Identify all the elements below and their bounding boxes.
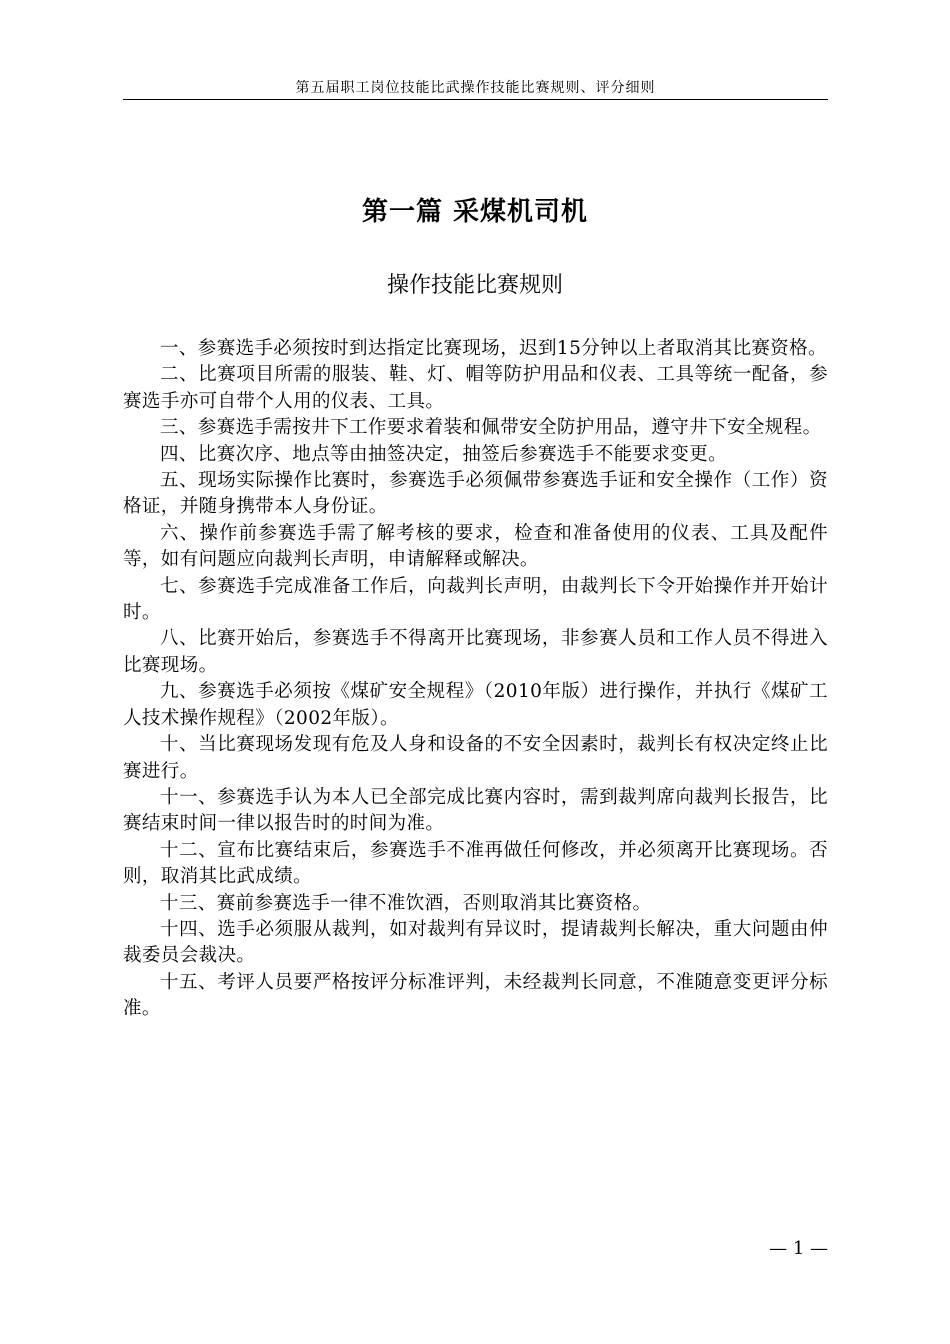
rule-item: 五、现场实际操作比赛时，参赛选手必须佩带参赛选手证和安全操作（工作）资格证，并随身携带本人身份证。 (123, 470, 828, 518)
rule-item: 七、参赛选手完成准备工作后，向裁判长声明，由裁判长下令开始操作并开始计时。 (123, 575, 828, 624)
section-title: 操作技能比赛规则 (386, 273, 563, 298)
rule-item: 六、操作前参赛选手需了解考核的要求，检查和准备使用的仪表、工具及配件等，如有问题应向裁判长声明，申请解释或解决。 (123, 522, 828, 571)
page-number: — 1 — (769, 1238, 828, 1259)
rule-item: 八、比赛开始后，参赛选手不得离开比赛现场，非参赛人员和工作人员不得进入比赛现场。 (123, 628, 828, 676)
rule-item: 十四、选手必须服从裁判，如对裁判有异议时，提请裁判长解决，重大问题由仲裁委员会裁决。 (123, 918, 828, 967)
rule-item: 十、当比赛现场发现有危及人身和设备的不安全因素时，裁判长有权决定终止比赛进行。 (123, 734, 828, 782)
rule-item: 一、参赛选手必须按时到达指定比赛现场，迟到15分钟以上者取消其比赛资格。 (160, 338, 827, 359)
rules-list (123, 336, 828, 1023)
rule-item: 十一、参赛选手认为本人已全部完成比赛内容时，需到裁判席向裁判长报告，比赛结束时间一律以报告时的时间为准。 (123, 786, 828, 835)
rule-item: 九、参赛选手必须按《煤矿安全规程》（2010年版）进行操作，并执行《煤矿工人技术操作规程》（2002年版）。 (123, 681, 828, 729)
rule-item: 四、比赛次序、地点等由抽签决定，抽签后参赛选手不能要求变更。 (160, 443, 728, 465)
rule-item: 三、参赛选手需按井下工作要求着装和佩带安全防护用品，遵守井下安全规程。 (160, 417, 822, 439)
rule-item: 十三、赛前参赛选手一律不准饮酒，否则取消其比赛资格。 (160, 892, 652, 914)
header-rule (123, 99, 828, 100)
rule-item: 十五、考评人员要严格按评分标准评判，未经裁判长同意，不准随意变更评分标准。 (123, 971, 828, 1020)
rule-item: 二、比赛项目所需的服装、鞋、灯、帽等防护用品和仪表、工具等统一配备，参赛选手亦可自带个人用的仪表、工具。 (123, 364, 828, 412)
running-header: 第五届职工岗位技能比武操作技能比赛规则、评分细则 (295, 80, 656, 96)
part-title: 第一篇 采煤机司机 (361, 197, 589, 227)
rule-item: 十二、宣布比赛结束后，参赛选手不准再做任何修改，并必须离开比赛现场。否则，取消其比武成绩。 (123, 839, 828, 888)
